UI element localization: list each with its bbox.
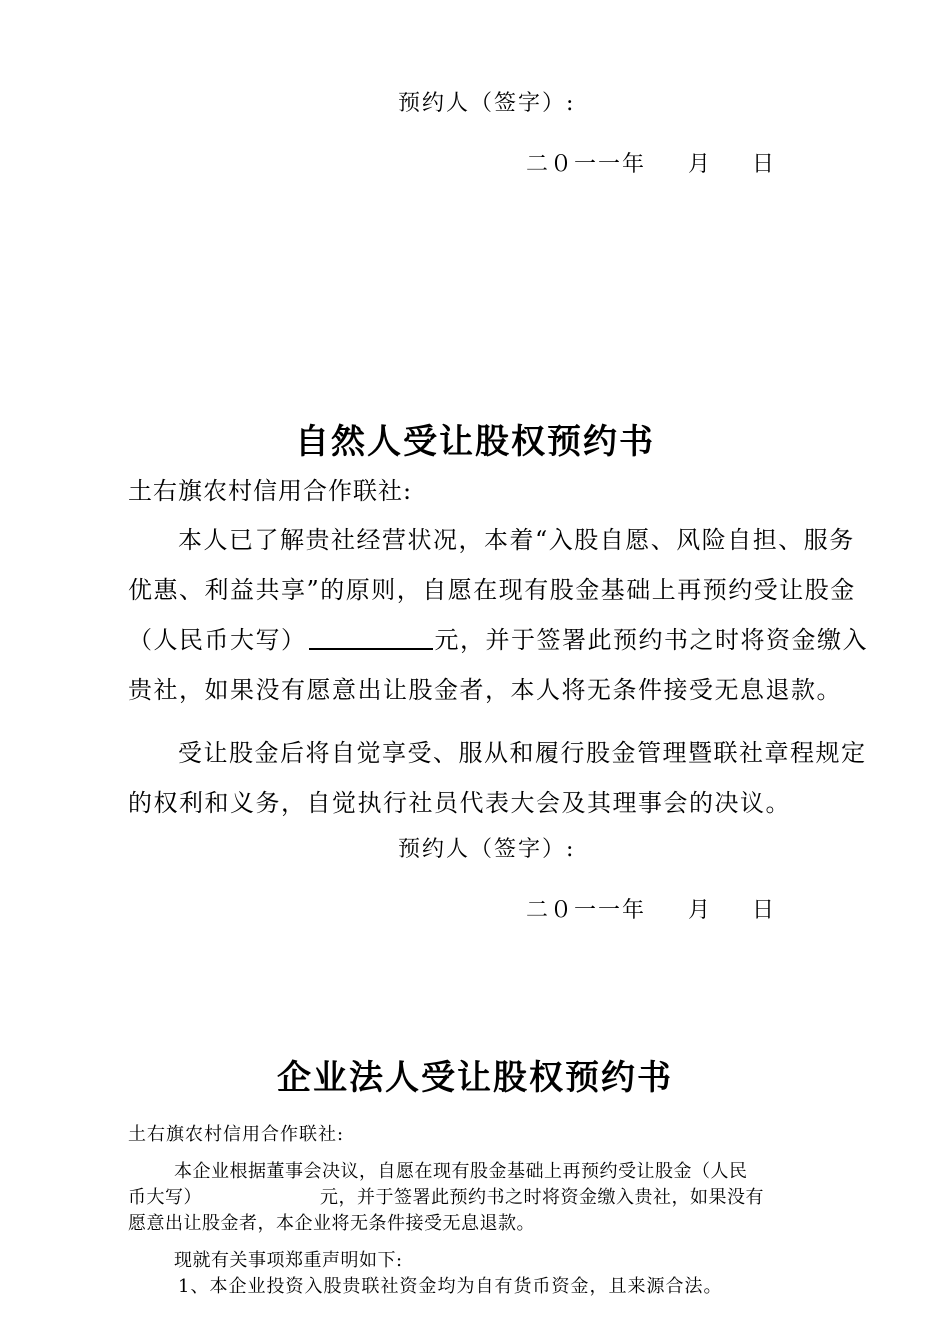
date-month: 月 [688, 152, 713, 177]
enterprise-amount-suffix: 元，并于签署此预约书之时将资金缴入贵社，如果没有 [320, 1187, 764, 1208]
natural-person-date-year: 二０一一年 [526, 898, 647, 923]
enterprise-para1-line3: 愿意出让股金者，本企业将无条件接受无息退款。 [128, 1213, 535, 1234]
natural-person-para1-line4: 贵社，如果没有愿意出让股金者，本人将无条件接受无息退款。 [128, 676, 842, 704]
date-day: 日 [752, 152, 777, 177]
natural-person-para2-line1: 受让股金后将自觉享受、服从和履行股金管理暨联社章程规定 [178, 739, 867, 767]
natural-person-para1-line3 [128, 620, 868, 655]
natural-person-para1-line2: 优惠、利益共享”的原则，自愿在现有股金基础上再预约受让股金 [128, 576, 856, 604]
natural-person-title: 自然人受让股权预约书 [295, 422, 655, 462]
enterprise-amount-label: 币大写） [128, 1187, 202, 1208]
natural-person-para2-line2: 的权利和义务，自觉执行社员代表大会及其理事会的决议。 [128, 789, 791, 817]
enterprise-para1-line1: 本企业根据董事会决议，自愿在现有股金基础上再预约受让股金（人民 [174, 1161, 748, 1182]
date-year: 二０一一年 [526, 152, 647, 177]
signer-label: 预约人（签字）: [398, 91, 576, 116]
natural-person-signer-label: 预约人（签字）: [398, 837, 576, 862]
natural-person-date-day: 日 [752, 898, 777, 923]
natural-person-addressee: 土右旗农村信用合作联社: [128, 477, 413, 505]
enterprise-addressee: 土右旗农村信用合作联社: [128, 1124, 345, 1145]
amount-label: （人民币大写） [128, 626, 307, 654]
enterprise-title: 企业法人受让股权预约书 [277, 1058, 673, 1098]
enterprise-declaration-intro: 现就有关事项郑重声明如下: [174, 1250, 403, 1271]
amount-blank [309, 626, 433, 650]
natural-person-para1-line1: 本人已了解贵社经营状况，本着“入股自愿、风险自担、服务 [178, 526, 855, 554]
natural-person-date-month: 月 [688, 898, 713, 923]
enterprise-item-1: 1、本企业投资入股贵联社资金均为自有货币资金，且来源合法。 [178, 1276, 723, 1297]
amount-suffix: 元，并于签署此预约书之时将资金缴入 [434, 626, 868, 654]
enterprise-para1-line2 [128, 1183, 764, 1209]
